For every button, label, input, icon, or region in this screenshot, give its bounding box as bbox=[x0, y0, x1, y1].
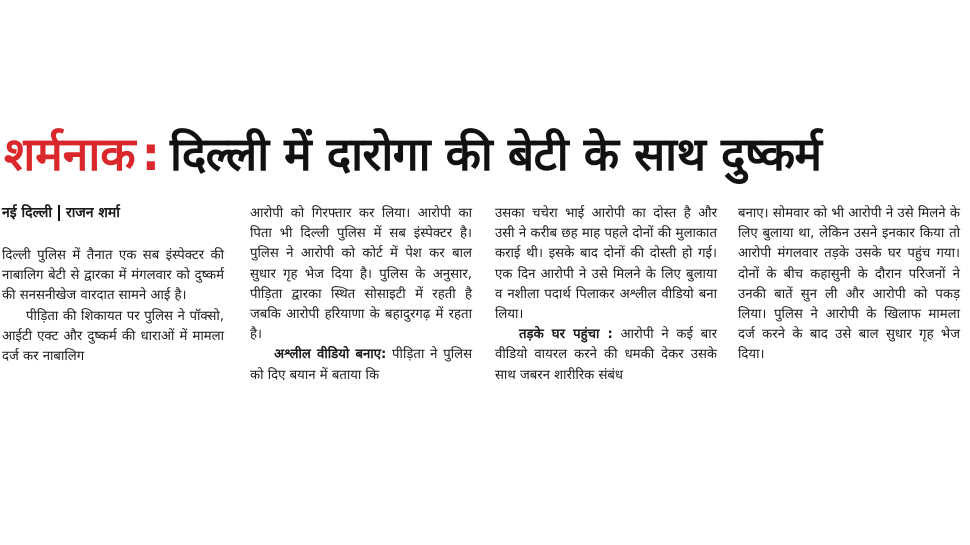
author: राजन शर्मा bbox=[66, 205, 120, 221]
paragraph: आरोपी को गिरफ्तार कर लिया। आरोपी का पिता भी दिल्ली पुलिस में सब इंस्पेक्टर है। पुलिस ने आरोपी को कोर्ट में पेश कर बाल सुधार गृह भेज दिया है। पुलिस के अनुसार, पीड़िता द्वारका स्थित सोसाइटी में रहती है जबकि आरोपी हरियाणा के बहादुरगढ़ में रहता है। bbox=[250, 206, 472, 343]
headline bbox=[4, 118, 964, 190]
headline-colon: : bbox=[141, 127, 160, 181]
paragraph: दिल्ली पुलिस में तैनात एक सब इंस्पेक्टर की नाबालिग बेटी से द्वारका में मंगलवार को दुष्कर्म की सनसनीखेज वारदात सामने आई है। bbox=[2, 248, 224, 304]
paragraph-text: आरोपी ने कई बार वीडियो वायरल करने की धमकी देकर उसके साथ जबरन शारीरिक संबंध bbox=[495, 327, 717, 383]
paragraph bbox=[250, 345, 472, 385]
headline-text: दिल्ली में दारोगा की बेटी के साथ दुष्कर्म bbox=[169, 127, 822, 181]
paragraph: उसका चचेरा भाई आरोपी का दोस्त है और उसी ने करीब छह माह पहले दोनों की मुलाकात कराई थी। इसके बाद दोनों की दोस्ती हो गई। एक दिन आरोपी ने उसे मिलने के लिए बुलाया व नशीला पदार्थ पिलाकर अश्लील वीडियो बना लिया। bbox=[495, 206, 717, 323]
paragraph: बनाए। सोमवार को भी आरोपी ने उसे मिलने के लिए बुलाया था, लेकिन उसने इनकार किया तो आरोपी मंगलवार तड़के उसके घर पहुंच गया। दोनों के बीच कहासुनी के दौरान परिजनों ने उनकी बातें सुन ली और आरोपी को पकड़ लिया। पुलिस ने आरोपी के खिलाफ मामला दर्ज करने के बाद उसे बाल सुधार गृह भेज दिया। bbox=[738, 206, 960, 363]
newspaper-clipping bbox=[0, 118, 970, 418]
byline-divider bbox=[58, 205, 60, 221]
article-column-2 bbox=[250, 204, 472, 386]
headline-kicker: शर्मनाक bbox=[4, 127, 136, 181]
paragraph: पीड़िता की शिकायत पर पुलिस ने पॉक्सो, आईटी एक्ट और दुष्कर्म की धाराओं में मामला दर्ज कर नाबालिग bbox=[2, 308, 224, 365]
paragraph bbox=[495, 325, 717, 386]
dateline: नई दिल्ली bbox=[2, 205, 53, 221]
byline bbox=[2, 202, 120, 224]
article-column-3 bbox=[495, 204, 717, 386]
subheading: अश्लील वीडियो बनाए: bbox=[274, 347, 387, 363]
article-column-1 bbox=[2, 246, 224, 367]
subheading: तड़के घर पहुंचा : bbox=[519, 327, 613, 343]
article-column-4 bbox=[738, 204, 960, 366]
paragraph-text: पीड़िता ने पुलिस को दिए बयान में बताया कि bbox=[250, 347, 473, 383]
